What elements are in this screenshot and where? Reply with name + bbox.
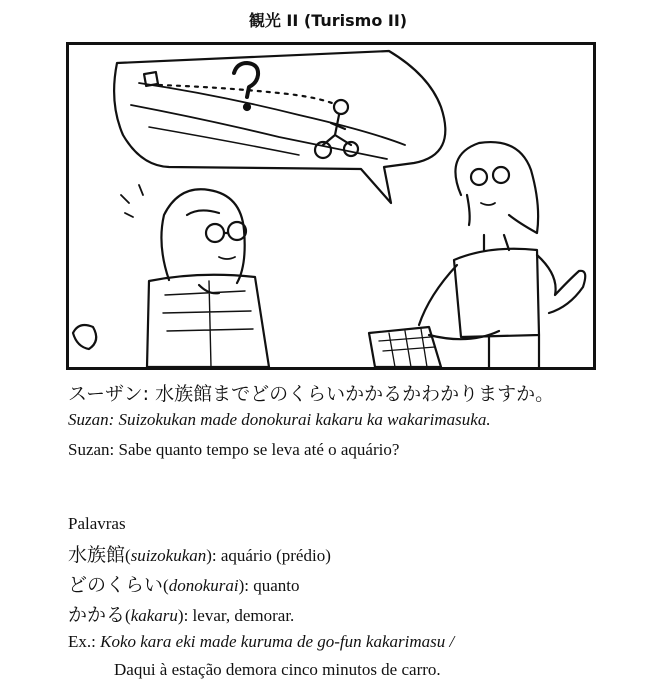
- vocab-romaji: donokurai: [168, 576, 239, 595]
- woman-with-map: [147, 189, 269, 367]
- vocab-heading: Palavras: [68, 514, 126, 533]
- example-label: Ex.:: [68, 632, 96, 651]
- woman-with-bicycle: [369, 142, 585, 367]
- line-romaji: Suizokukan made donokurai kakaru ka wakarimasuka.: [118, 410, 491, 429]
- example-romaji: Koko kara eki made kuruma de go-fun kakarimasu /: [100, 632, 455, 651]
- vocab-romaji: kakaru: [130, 606, 178, 625]
- thought-bubble: [114, 51, 445, 203]
- vocab-item: かかる(kakaru): levar, demorar.: [68, 604, 295, 626]
- example-translation: Daqui à estação demora cinco minutos de carro.: [114, 660, 441, 679]
- colon-separator: :: [108, 410, 119, 429]
- page-title: 観光 II (Turismo II): [248, 11, 408, 30]
- speaker-portuguese: Suzan: [68, 440, 110, 459]
- comic-illustration: [66, 42, 596, 370]
- dialogue-romaji: [68, 410, 491, 430]
- dialogue-portuguese: [68, 440, 399, 460]
- colon-separator: :: [109, 440, 119, 459]
- vocab-meaning: levar, demorar.: [192, 606, 295, 625]
- vocab-meaning: aquário (prédio): [220, 546, 331, 565]
- speaker-japanese: スーザン: [68, 383, 143, 405]
- vocab-jp: どのくらい: [68, 574, 164, 596]
- speaker-romaji: Suzan: [68, 410, 109, 429]
- vocab-romaji: suizokukan: [130, 546, 207, 565]
- vocab-jp: かかる: [68, 604, 126, 626]
- vocab-jp: 水族館: [68, 544, 126, 566]
- line-portuguese: Sabe quanto tempo se leva até o aquário?: [118, 440, 400, 459]
- vocab-item: 水族館(suizokukan): aquário (prédio): [68, 544, 331, 566]
- colon-separator: :: [142, 383, 156, 405]
- dialogue-japanese: [68, 379, 554, 406]
- vocab-item: どのくらい(donokurai): quanto: [68, 574, 300, 596]
- vocab-meaning: quanto: [253, 576, 300, 595]
- line-japanese: 水族館までどのくらいかかるかわかりますか。: [155, 383, 555, 405]
- example-line: [68, 632, 454, 652]
